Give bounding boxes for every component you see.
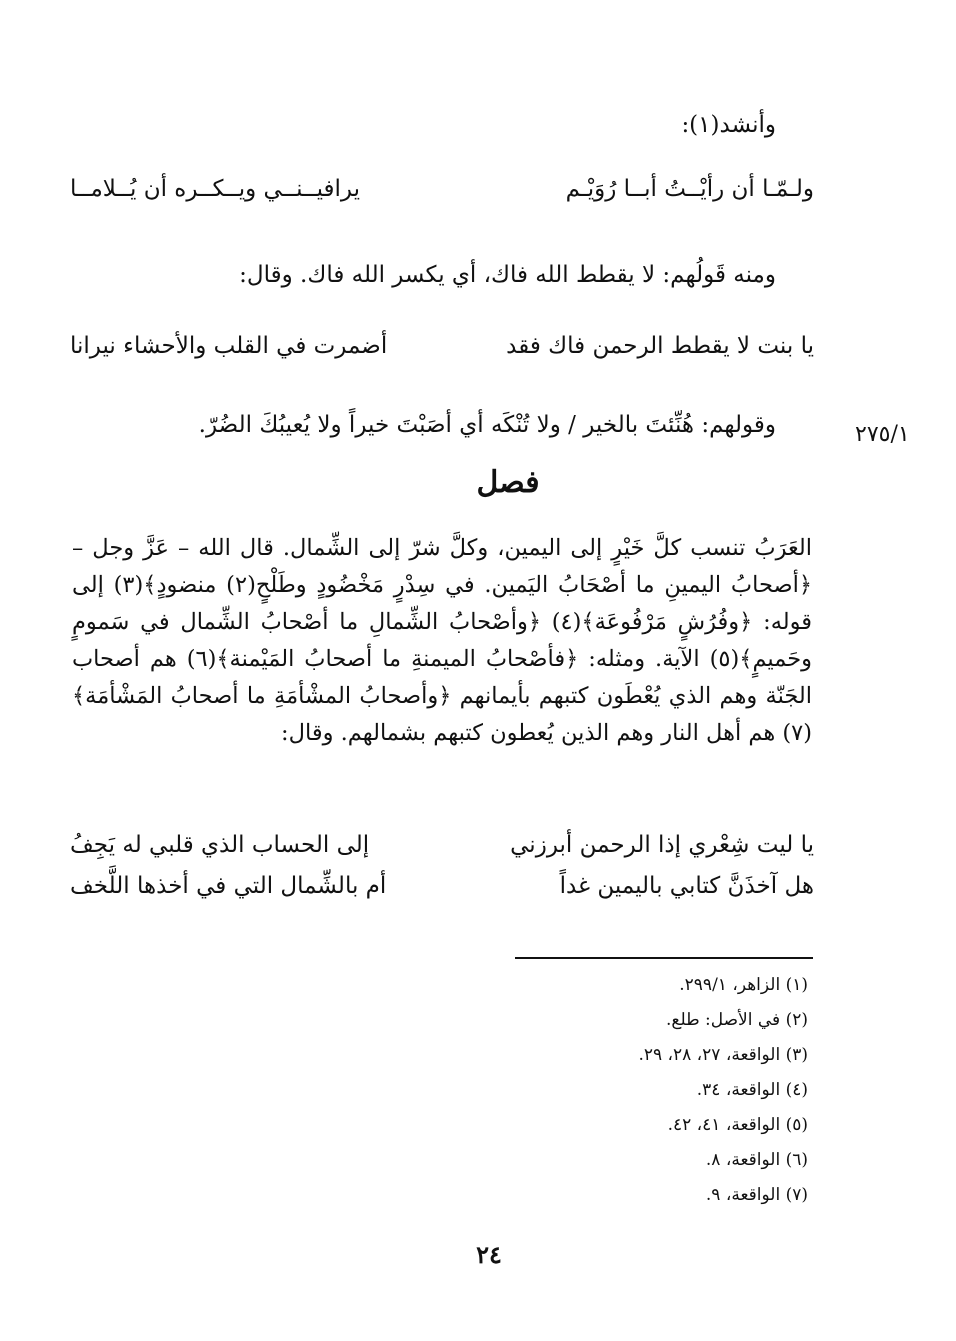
margin-page-reference: ٢٧٥/١ <box>855 422 910 447</box>
verse3-line2-first-hemistich: هل آخذَنَّ كتابي باليمين غداً <box>559 873 814 899</box>
saying-line-1: ومنه قَولُهم: لا يقطط الله فاك، أي يكسر الله فاك. وقال: <box>239 262 776 288</box>
saying-line-2: وقولهم: هُنِّئتَ بالخير / ولا تُنْكَه أي أصَبْتَ خيراً ولا يُعيبُكَ الضُرّ. <box>198 412 776 438</box>
footnote-6: (٦) الواقعة، ٨. <box>705 1150 808 1170</box>
page-number: ٢٤ <box>476 1240 502 1269</box>
footnote-4: (٤) الواقعة، ٣٤. <box>696 1080 808 1100</box>
verse2-first-hemistich: يا بنت لا يقطط الرحمن فاك فقد <box>506 333 814 359</box>
section-paragraph: العَرَبُ تنسب كلَّ خَيْرٍ إلى اليمين، وكلَّ شرّ إلى الشِّمال. قال الله – عَزَّ وجل – ﴿أصحابُ اليمينِ ما أصْحَابُ اليَمين. في سِدْرٍ مَخْضُودٍ وطَلْحٍ(٢) منضودٍ﴾(٣) إلى قوله: ﴿وفُرُشٍ مَرْفُوعَة﴾(٤) ﴿وأصْحابُ الشِّمالِ ما أصْحابُ الشِّمال في سَمومٍ وحَميمٍ﴾(٥) الآية. ومثله: ﴿فأصْحابُ الميمنةِ ما أصحابُ المَيْمنة﴾(٦) هم أصحاب الجَنّة وهم الذي يُعْطَون كتبهم بأيمانهم ﴿وأصحابُ المشْأمَةِ ما أصحابُ المَشْأمَة﴾(٧) هم أهل النار وهم الذين يُعطون كتبهم بشمالهم. وقال: <box>72 535 813 746</box>
footnote-separator <box>515 957 813 959</box>
intro-line: وأنشد(١): <box>681 112 776 138</box>
verse3-line1-first-hemistich: يا ليت شِعْري إذا الرحمن أبرزني <box>510 832 814 858</box>
verse1-second-hemistich: يرافيــنــي ويــكــره أن يُــلامــا <box>70 176 361 202</box>
footnote-2: (٢) في الأصل: طلع. <box>666 1010 808 1030</box>
section-heading: فصل <box>476 465 540 500</box>
verse3-line1-second-hemistich: إلى الحساب الذي قلبي له يَجِفُ <box>70 832 370 858</box>
verse3-line2-second-hemistich: أم بالشِّمال التي في أخذها اللَّخف <box>70 873 387 899</box>
footnote-3: (٣) الواقعة، ٢٧، ٢٨، ٢٩. <box>638 1045 808 1065</box>
footnote-7: (٧) الواقعة، ٩. <box>705 1185 808 1205</box>
verse2-second-hemistich: أضمرت في القلب والأحشاء نيرانا <box>70 333 388 359</box>
verse1-first-hemistich: ولـمّـا أن رأيْــتُ أبــا رُوَيْـم <box>565 176 814 202</box>
footnote-5: (٥) الواقعة، ٤١، ٤٢. <box>667 1115 808 1135</box>
footnote-1: (١) الزاهر، ٢٩٩/١. <box>679 975 808 995</box>
